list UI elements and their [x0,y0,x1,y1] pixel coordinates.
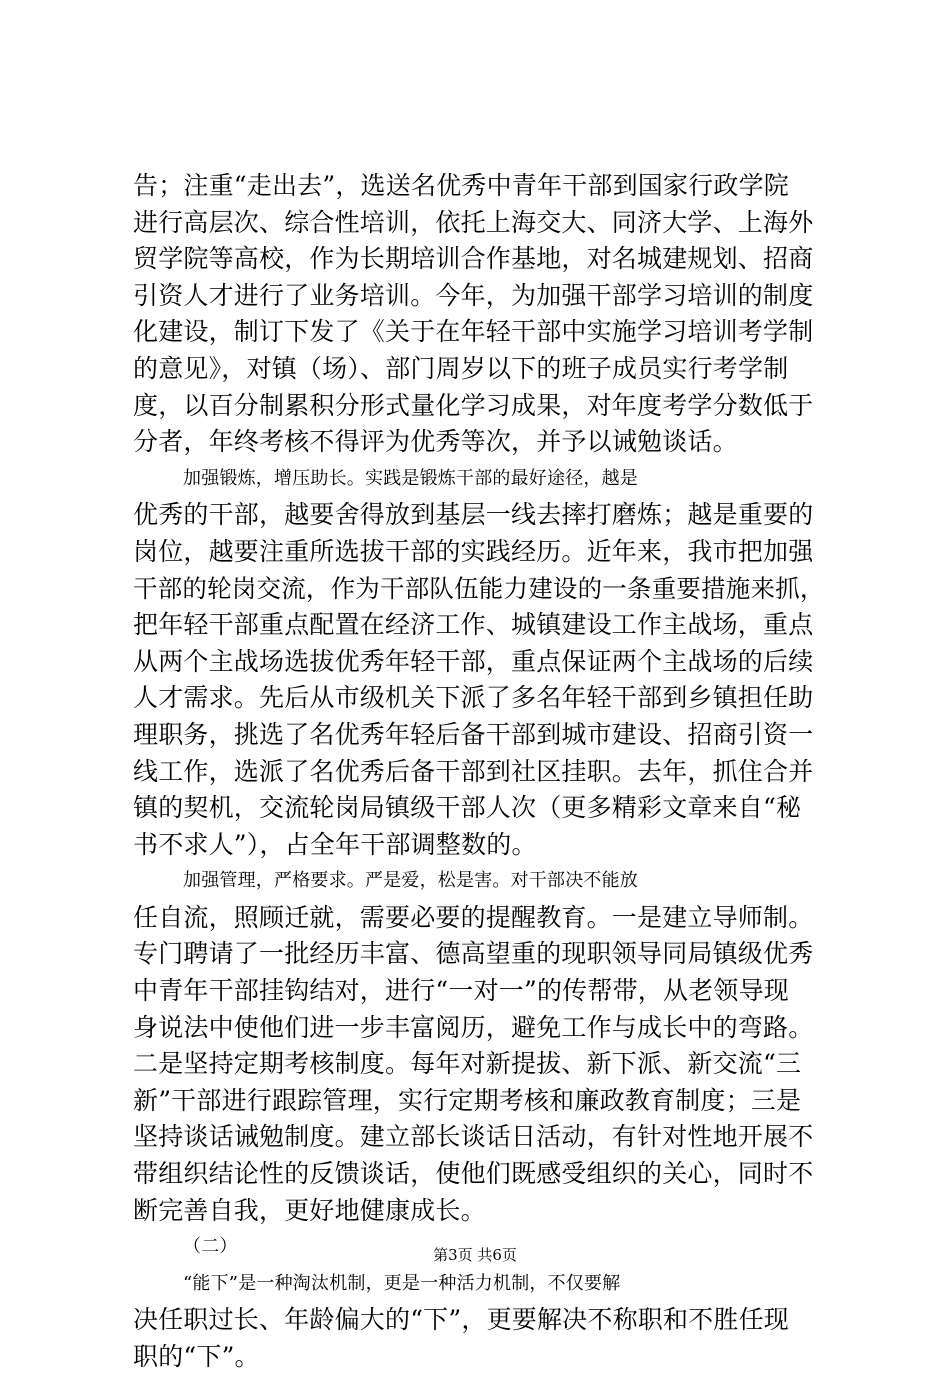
text-line: 断完善自我，更好地健康成长。 [133,1195,486,1225]
text-line: 带组织结论性的反馈谈话，使他们既感受组织的关心，同时不 [133,1159,814,1189]
text-line: 的意见》，对镇（场）、部门周岁以下的班子成员实行考学制 [133,353,789,383]
text-line: 加强管理，严格要求。严是爱，松是害。对干部决不能放 [183,870,638,892]
text-line: 人才需求。先后从市级机关下派了多名年轻干部到乡镇担任助 [133,683,814,713]
text-line: 优秀的干部，越要舍得放到基层一线去摔打磨炼；越是重要的 [133,500,814,530]
text-line: 新”干部进行跟踪管理，实行定期考核和廉政教育制度；三是 [133,1085,802,1115]
text-line: 职的“下”。 [133,1342,260,1371]
text-line: 决任职过长、年龄偏大的“下”，更要解决不称职和不胜任现 [133,1305,789,1335]
text-line: 度，以百分制累积分形式量化学习成果，对年度考学分数低于 [133,390,814,420]
document-body [133,168,833,1376]
text-line: 告；注重“走出去”，选送名优秀中青年干部到国家行政学院 [133,171,789,200]
text-line: 任自流，照顾迁就，需要必要的提醒教育。一是建立导师制。 [133,902,814,932]
text-line: 从两个主战场选拔优秀年轻干部，重点保证两个主战场的后续 [133,646,814,676]
text-line: 引资人才进行了业务培训。今年，为加强干部学习培训的制度 [133,280,814,310]
text-line: 身说法中使他们进一步丰富阅历，避免工作与成长中的弯路。 [133,1012,814,1042]
text-line: 干部的轮岗交流，作为干部队伍能力建设的一条重要措施来抓， [133,573,825,603]
text-line: 专门聘请了一批经历丰富、德高望重的现职领导同局镇级优秀 [133,939,814,969]
text-line: 加强锻炼，增压助长。实践是锻炼干部的最好途径，越是 [183,467,638,489]
paragraph [133,168,833,461]
paragraph [133,863,833,1229]
text-line: “能下”是一种淘汰机制，更是一种活力机制，不仅要解 [183,1272,621,1294]
text-line: 线工作，选派了名优秀后备干部到社区挂职。去年，抓住合并 [133,756,814,786]
text-line: 贸学院等高校，作为长期培训合作基地，对名城建规划、招商 [133,244,814,274]
text-line: 分者，年终考核不得评为优秀等次，并予以诫勉谈话。 [133,427,738,457]
text-line: 岗位，越要注重所选拔干部的实践经历。近年来，我市把加强 [133,536,814,566]
text-line: 镇的契机，交流轮岗局镇级干部人次（更多精彩文章来自“秘 [133,793,802,823]
text-line: 进行高层次、综合性培训，依托上海交大、同济大学、上海外 [133,207,814,237]
text-line: 把年轻干部重点配置在经济工作、城镇建设工作主战场，重点 [133,610,814,640]
page-footer: 第3页 共6页 [433,1246,517,1264]
text-line: 化建设，制订下发了《关于在年轻干部中实施学习培训考学制 [133,317,814,347]
paragraph [133,461,833,864]
paragraph [133,1266,833,1376]
text-line: 中青年干部挂钩结对，进行“一对一”的传帮带，从老领导现 [133,976,789,1006]
text-line: 坚持谈话诫勉制度。建立部长谈话日活动，有针对性地开展不 [133,1122,814,1152]
text-line: （二） [183,1236,238,1258]
text-line: 理职务，挑选了名优秀年轻后备干部到城市建设、招商引资一 [133,719,814,749]
text-line: 书不求人”），占全年干部调整数的。 [133,829,537,859]
text-line: 二是坚持定期考核制度。每年对新提拔、新下派、新交流“三 [133,1049,802,1079]
